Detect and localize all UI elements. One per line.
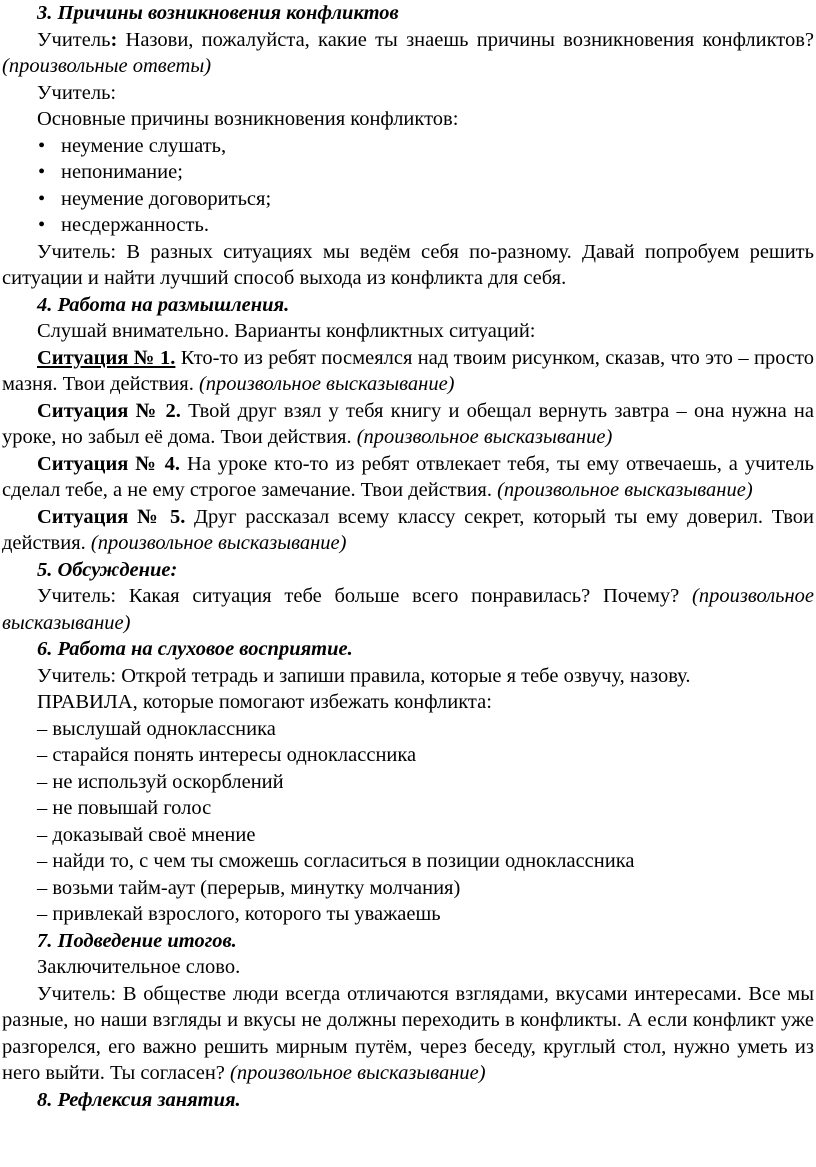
section-5-note: (произвольное высказывание) bbox=[2, 585, 814, 634]
situation-text: Друг рассказал всему классу секрет, который ты ему доверил. Твои действия. bbox=[2, 505, 814, 554]
section-5-text: Учитель: Какая ситуация тебе больше всего понравилась? Почему? (произвольное высказывание) bbox=[2, 585, 814, 634]
section-8-heading: 8. Рефлексия занятия. bbox=[37, 1088, 241, 1111]
rule-item: – выслушай одноклассника bbox=[37, 717, 276, 740]
situation-1 bbox=[2, 345, 814, 398]
section-4-intro: Слушай внимательно. Варианты конфликтных ситуаций: bbox=[37, 320, 536, 342]
situation-label: Ситуация № 5. bbox=[37, 505, 186, 528]
rule-item: – доказывай своё мнение bbox=[37, 823, 256, 846]
rules-intro: ПРАВИЛА, которые помогают избежать конфликта: bbox=[37, 691, 492, 713]
bullet-icon: • bbox=[38, 187, 46, 210]
cause-item: • непонимание; bbox=[2, 159, 814, 186]
section-7-note: (произвольное высказывание) bbox=[230, 1062, 486, 1084]
situation-note: (произвольное высказывание) bbox=[497, 479, 753, 501]
rule-item: – найди то, с чем ты сможешь согласиться в позиции одноклассника bbox=[37, 850, 635, 872]
question-note: (произвольные ответы) bbox=[2, 55, 212, 77]
question-colon: : bbox=[110, 28, 118, 51]
rule-item: – не используй оскорблений bbox=[37, 770, 284, 793]
section-7-text: Учитель: В обществе люди всегда отличаются взглядами, вкусами интересами. Все мы разные, но наши взгляды и вкусы не должны переходить в конфликты. А если конфликт уже разгорелся, его важно решить мирным путём, через беседу, круглый стол, нужно уметь из него выйти. Ты согласен? (произвольное высказывание) bbox=[2, 982, 814, 1084]
section-6-heading: 6. Работа на слуховое восприятие. bbox=[37, 638, 353, 660]
section-7-heading: 7. Подведение итогов. bbox=[37, 929, 237, 952]
situation-4 bbox=[2, 451, 814, 504]
situation-label: Ситуация № 4. bbox=[37, 452, 181, 475]
situation-note: (произвольное высказывание) bbox=[198, 373, 455, 395]
causes-intro: Основные причины возникновения конфликтов: bbox=[37, 108, 459, 130]
section-6-instruction: Учитель: Открой тетрадь и запиши правила, которые я тебе озвучу, назову. bbox=[37, 664, 691, 687]
cause-item: • неумение слушать, bbox=[2, 133, 814, 160]
section-5-heading: 5. Обсуждение: bbox=[37, 558, 178, 581]
section-3-question bbox=[2, 27, 814, 80]
situation-text: Твой друг взял у тебя книгу и обещал вернуть завтра – она нужна на уроке, но забыл её дома. Твои действия. bbox=[2, 399, 814, 448]
situation-note: (произвольное высказывание) bbox=[356, 426, 613, 448]
teacher-label: Учитель: bbox=[37, 81, 117, 104]
rule-item: – возьми тайм-аут (перерыв, минутку молчания) bbox=[37, 876, 461, 899]
situation-text: На уроке кто-то из ребят отвлекает тебя, ты ему отвечаешь, а учитель сделал тебе, а не ему строгое замечание. Твои действия. bbox=[2, 452, 814, 501]
cause-item: • неумение договориться; bbox=[2, 186, 814, 213]
rule-item: – привлекай взрослого, которого ты уважаешь bbox=[37, 903, 441, 925]
situation-5 bbox=[2, 504, 814, 557]
situation-label: Ситуация № 1. bbox=[37, 346, 176, 369]
section-4-heading: 4. Работа на размышления. bbox=[37, 293, 290, 316]
closing-word: Заключительное слово. bbox=[37, 956, 241, 978]
bullet-icon: • bbox=[38, 214, 46, 236]
section-3-heading: 3. Причины возникновения конфликтов bbox=[37, 2, 399, 24]
cause-item: • несдержанность. bbox=[2, 212, 814, 239]
rule-item: – старайся понять интересы одноклассника bbox=[37, 744, 417, 766]
situation-text: Кто-то из ребят посмеялся над твоим рисунком, сказав, что это – просто мазня. Твои действия. bbox=[2, 346, 814, 395]
section-3-outro: Учитель: В разных ситуациях мы ведём себя по-разному. Давай попробуем решить ситуации и найти лучший способ выхода из конфликта для себя. bbox=[2, 240, 814, 289]
situation-label: Ситуация № 2. bbox=[37, 399, 181, 422]
bullet-icon: • bbox=[38, 134, 46, 157]
bullet-icon: • bbox=[38, 161, 46, 183]
rule-item: – не повышай голос bbox=[37, 797, 212, 819]
situation-note: (произвольное высказывание) bbox=[90, 532, 347, 554]
question-text: Назови, пожалуйста, какие ты знаешь причины возникновения конфликтов? bbox=[117, 28, 814, 51]
situation-2 bbox=[2, 398, 814, 451]
question-speaker: Учитель bbox=[37, 28, 111, 51]
